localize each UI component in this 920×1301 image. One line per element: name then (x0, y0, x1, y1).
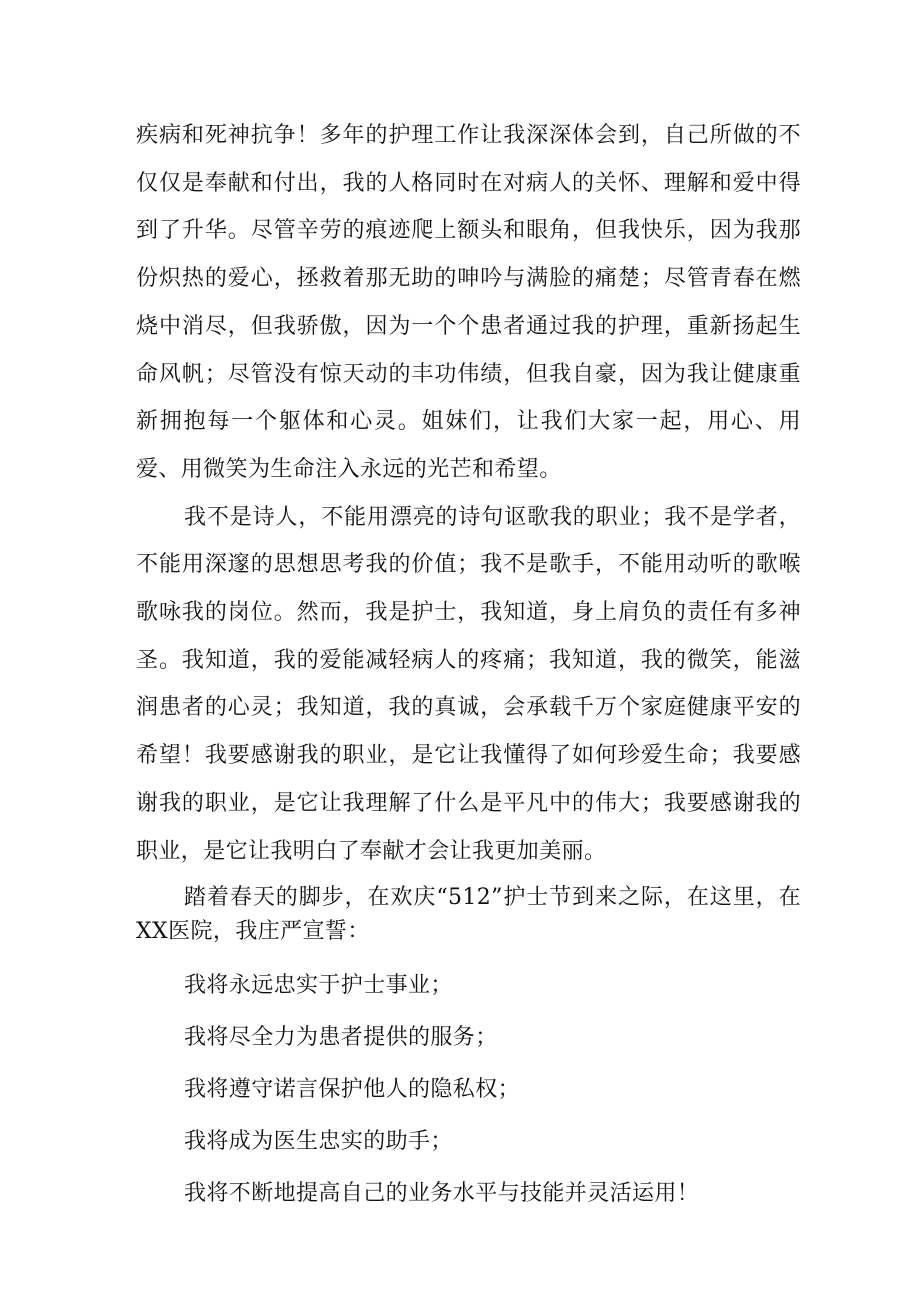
oath-item: 我将尽全力为患者提供的服务； (184, 1025, 498, 1051)
oath-item: 我将遵守诺言保护他人的隐私权； (184, 1077, 521, 1103)
oath-item: 我将不断地提高自己的业务水平与技能并灵活运用！ (184, 1181, 700, 1207)
paragraph-profession: 我不是诗人，不能用漂亮的诗句讴歌我的职业；我不是学者，不能用深邃的思想思考我的价值；我不是歌手，不能用动听的歌喉歌咏我的岗位。然而，我是护士，我知道，身上肩负的责任有多神圣。我知道，我的爱能减轻病人的疼痛；我知道，我的微笑，能滋润患者的心灵；我知道，我的真诚，会承载千万个家庭健康平安的希望！我要感谢我的职业，是它让我懂得了如何珍爱生命；我要感谢我的职业，是它让我理解了什么是平凡中的伟大；我要感谢我的职业，是它让我明白了奉献才会让我更加美丽。 (136, 504, 801, 864)
oath-item: 我将成为医生忠实的助手； (184, 1129, 453, 1155)
paragraph-oath-intro: 踏着春天的脚步，在欢庆“512”护士节到来之际，在这里，在XX医院，我庄严宣誓： (136, 885, 801, 945)
document-body (136, 112, 801, 1223)
paragraph-dedication: 疾病和死神抗争！多年的护理工作让我深深体会到，自己所做的不仅仅是奉献和付出，我的人格同时在对病人的关怀、理解和爱中得到了升华。尽管辛劳的痕迹爬上额头和眼角，但我快乐，因为我那份炽热的爱心，拯救着那无助的呻吟与满脸的痛楚；尽管青春在燃烧中消尽，但我骄傲，因为一个个患者通过我的护理，重新扬起生命风帆；尽管没有惊天动的丰功伟绩，但我自豪，因为我让健康重新拥抱每一个躯体和心灵。姐妹们，让我们大家一起，用心、用爱、用微笑为生命注入永远的光芒和希望。 (136, 123, 801, 482)
oath-item: 我将永远忠实于护士事业； (184, 973, 453, 999)
